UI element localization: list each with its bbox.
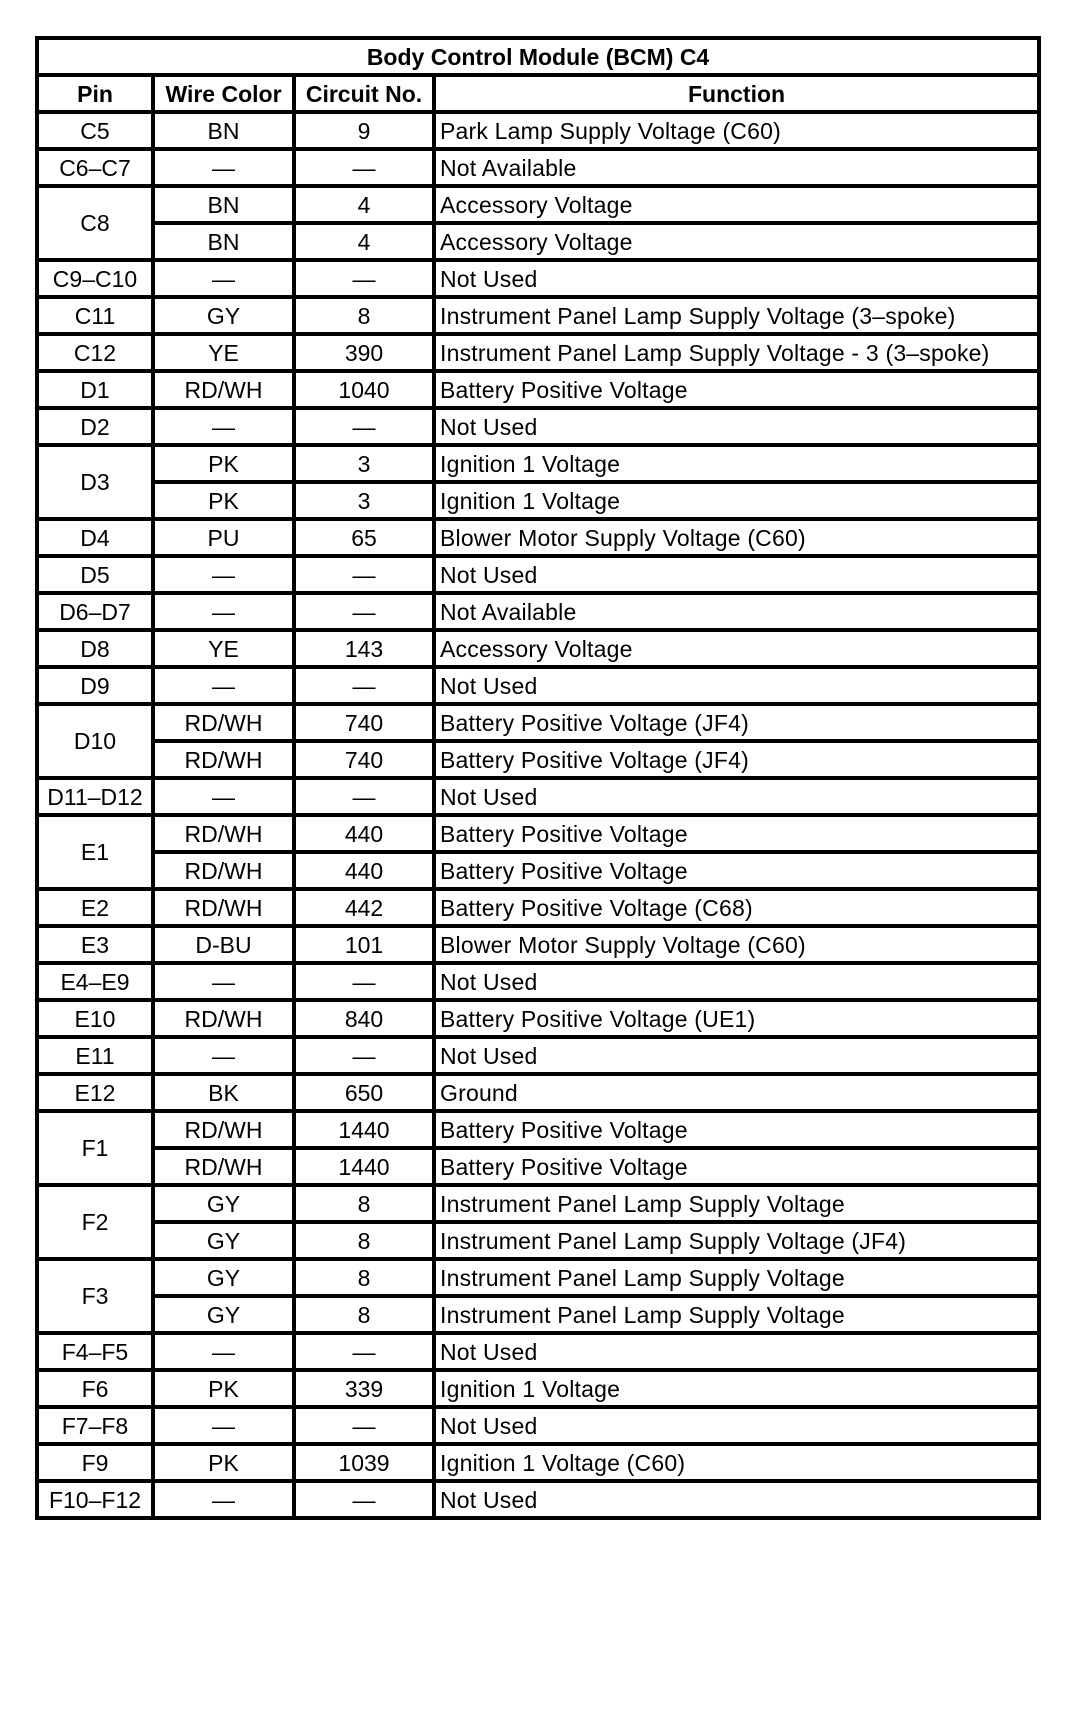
table-row (37, 630, 1039, 667)
table-row (37, 852, 1039, 889)
table-title: Body Control Module (BCM) C4 (37, 38, 1039, 75)
function-cell: Instrument Panel Lamp Supply Voltage (434, 1185, 1039, 1222)
pin-cell: D5 (37, 556, 153, 593)
table-row (37, 1370, 1039, 1407)
wire-color-cell: RD/WH (153, 889, 294, 926)
table-row (37, 556, 1039, 593)
function-cell: Ground (434, 1074, 1039, 1111)
circuit-number-cell: 4 (294, 186, 434, 223)
function-cell: Battery Positive Voltage (434, 1148, 1039, 1185)
wire-color-cell: — (153, 593, 294, 630)
circuit-number-cell: 3 (294, 482, 434, 519)
bcm-connector-table (35, 36, 1041, 1520)
table-row (37, 482, 1039, 519)
table-row (37, 1222, 1039, 1259)
circuit-number-cell: 1440 (294, 1111, 434, 1148)
table-row (37, 334, 1039, 371)
circuit-number-cell: 440 (294, 815, 434, 852)
circuit-number-cell: — (294, 667, 434, 704)
pin-cell: C8 (37, 186, 153, 260)
wire-color-cell: — (153, 1481, 294, 1518)
function-cell: Not Used (434, 260, 1039, 297)
function-cell: Not Used (434, 1481, 1039, 1518)
wire-color-cell: GY (153, 297, 294, 334)
wire-color-cell: BN (153, 112, 294, 149)
function-cell: Not Available (434, 149, 1039, 186)
table-row (37, 778, 1039, 815)
circuit-number-cell: 1039 (294, 1444, 434, 1481)
function-cell: Not Available (434, 593, 1039, 630)
pin-cell: D4 (37, 519, 153, 556)
pin-cell: C6–C7 (37, 149, 153, 186)
circuit-number-cell: 650 (294, 1074, 434, 1111)
circuit-number-cell: 1440 (294, 1148, 434, 1185)
wire-color-cell: — (153, 260, 294, 297)
wire-color-cell: — (153, 556, 294, 593)
wire-color-cell: — (153, 1333, 294, 1370)
circuit-number-cell: 8 (294, 1222, 434, 1259)
wire-color-cell: — (153, 778, 294, 815)
table-row (37, 1074, 1039, 1111)
pin-cell: D3 (37, 445, 153, 519)
circuit-number-cell: 1040 (294, 371, 434, 408)
circuit-number-cell: 8 (294, 1296, 434, 1333)
circuit-number-cell: 65 (294, 519, 434, 556)
circuit-number-cell: 440 (294, 852, 434, 889)
circuit-number-cell: — (294, 778, 434, 815)
table-row (37, 593, 1039, 630)
function-cell: Not Used (434, 778, 1039, 815)
function-cell: Ignition 1 Voltage (434, 1370, 1039, 1407)
wire-color-cell: — (153, 408, 294, 445)
function-cell: Not Used (434, 963, 1039, 1000)
table-row (37, 1296, 1039, 1333)
circuit-number-cell: 740 (294, 704, 434, 741)
wire-color-cell: RD/WH (153, 371, 294, 408)
table-row (37, 889, 1039, 926)
function-cell: Ignition 1 Voltage (434, 445, 1039, 482)
table-row (37, 1111, 1039, 1148)
table-row (37, 1444, 1039, 1481)
function-cell: Ignition 1 Voltage (C60) (434, 1444, 1039, 1481)
circuit-number-cell: 101 (294, 926, 434, 963)
wire-color-cell: YE (153, 334, 294, 371)
function-cell: Battery Positive Voltage (C68) (434, 889, 1039, 926)
function-cell: Battery Positive Voltage (434, 371, 1039, 408)
function-cell: Not Used (434, 556, 1039, 593)
pin-cell: F4–F5 (37, 1333, 153, 1370)
table-row (37, 667, 1039, 704)
wire-color-cell: GY (153, 1296, 294, 1333)
wire-color-cell: BN (153, 186, 294, 223)
wire-color-cell: GY (153, 1259, 294, 1296)
circuit-number-cell: 390 (294, 334, 434, 371)
function-cell: Park Lamp Supply Voltage (C60) (434, 112, 1039, 149)
function-cell: Instrument Panel Lamp Supply Voltage (JF4) (434, 1222, 1039, 1259)
pin-cell: C5 (37, 112, 153, 149)
pin-cell: E10 (37, 1000, 153, 1037)
header-pin: Pin (37, 75, 153, 112)
function-cell: Battery Positive Voltage (UE1) (434, 1000, 1039, 1037)
table-row (37, 1185, 1039, 1222)
table-title-row (37, 38, 1039, 75)
table-body (37, 112, 1039, 1518)
pin-cell: F2 (37, 1185, 153, 1259)
pin-cell: F9 (37, 1444, 153, 1481)
wire-color-cell: RD/WH (153, 852, 294, 889)
function-cell: Accessory Voltage (434, 630, 1039, 667)
pin-cell: E4–E9 (37, 963, 153, 1000)
circuit-number-cell: 740 (294, 741, 434, 778)
wire-color-cell: GY (153, 1222, 294, 1259)
wire-color-cell: RD/WH (153, 741, 294, 778)
wire-color-cell: PK (153, 1444, 294, 1481)
pin-cell: D9 (37, 667, 153, 704)
function-cell: Blower Motor Supply Voltage (C60) (434, 926, 1039, 963)
pin-cell: D11–D12 (37, 778, 153, 815)
wire-color-cell: GY (153, 1185, 294, 1222)
circuit-number-cell: — (294, 1481, 434, 1518)
header-wire-color: Wire Color (153, 75, 294, 112)
wire-color-cell: RD/WH (153, 1000, 294, 1037)
wire-color-cell: RD/WH (153, 704, 294, 741)
pin-cell: D1 (37, 371, 153, 408)
wire-color-cell: PK (153, 1370, 294, 1407)
circuit-number-cell: 339 (294, 1370, 434, 1407)
function-cell: Accessory Voltage (434, 223, 1039, 260)
wire-color-cell: RD/WH (153, 1148, 294, 1185)
circuit-number-cell: — (294, 260, 434, 297)
wire-color-cell: PK (153, 445, 294, 482)
circuit-number-cell: — (294, 1037, 434, 1074)
function-cell: Battery Positive Voltage (JF4) (434, 741, 1039, 778)
table-row (37, 186, 1039, 223)
function-cell: Not Used (434, 667, 1039, 704)
table-row (37, 1148, 1039, 1185)
pin-cell: D8 (37, 630, 153, 667)
table-row (37, 297, 1039, 334)
pin-cell: E12 (37, 1074, 153, 1111)
pin-cell: E1 (37, 815, 153, 889)
circuit-number-cell: 8 (294, 1259, 434, 1296)
circuit-number-cell: — (294, 149, 434, 186)
pin-cell: E11 (37, 1037, 153, 1074)
pin-cell: E3 (37, 926, 153, 963)
wire-color-cell: PU (153, 519, 294, 556)
table-header-row (37, 75, 1039, 112)
wire-color-cell: — (153, 963, 294, 1000)
table-row (37, 112, 1039, 149)
circuit-number-cell: — (294, 963, 434, 1000)
function-cell: Instrument Panel Lamp Supply Voltage - 3 (3–spoke) (434, 334, 1039, 371)
function-cell: Instrument Panel Lamp Supply Voltage (3–spoke) (434, 297, 1039, 334)
wire-color-cell: — (153, 1407, 294, 1444)
circuit-number-cell: — (294, 408, 434, 445)
pin-cell: F1 (37, 1111, 153, 1185)
table-row (37, 704, 1039, 741)
function-cell: Not Used (434, 1407, 1039, 1444)
pin-cell: C9–C10 (37, 260, 153, 297)
pin-cell: F7–F8 (37, 1407, 153, 1444)
circuit-number-cell: 9 (294, 112, 434, 149)
circuit-number-cell: — (294, 556, 434, 593)
circuit-number-cell: 8 (294, 1185, 434, 1222)
table-row (37, 1037, 1039, 1074)
wire-color-cell: PK (153, 482, 294, 519)
function-cell: Accessory Voltage (434, 186, 1039, 223)
function-cell: Not Used (434, 408, 1039, 445)
circuit-number-cell: — (294, 1333, 434, 1370)
table-row (37, 815, 1039, 852)
function-cell: Blower Motor Supply Voltage (C60) (434, 519, 1039, 556)
table-row (37, 260, 1039, 297)
table-row (37, 519, 1039, 556)
table-row (37, 223, 1039, 260)
table-row (37, 926, 1039, 963)
wire-color-cell: RD/WH (153, 815, 294, 852)
circuit-number-cell: 442 (294, 889, 434, 926)
circuit-number-cell: — (294, 593, 434, 630)
table-row (37, 1481, 1039, 1518)
table-row (37, 408, 1039, 445)
table-row (37, 1259, 1039, 1296)
wire-color-cell: — (153, 149, 294, 186)
table-row (37, 741, 1039, 778)
wire-color-cell: BN (153, 223, 294, 260)
function-cell: Not Used (434, 1333, 1039, 1370)
wire-color-cell: YE (153, 630, 294, 667)
pin-cell: E2 (37, 889, 153, 926)
table-row (37, 149, 1039, 186)
pin-cell: D10 (37, 704, 153, 778)
pin-cell: D2 (37, 408, 153, 445)
pin-cell: C11 (37, 297, 153, 334)
table-row (37, 963, 1039, 1000)
pin-cell: C12 (37, 334, 153, 371)
circuit-number-cell: 4 (294, 223, 434, 260)
function-cell: Not Used (434, 1037, 1039, 1074)
function-cell: Battery Positive Voltage (434, 1111, 1039, 1148)
function-cell: Ignition 1 Voltage (434, 482, 1039, 519)
wire-color-cell: D-BU (153, 926, 294, 963)
function-cell: Instrument Panel Lamp Supply Voltage (434, 1296, 1039, 1333)
wire-color-cell: BK (153, 1074, 294, 1111)
table-row (37, 1000, 1039, 1037)
table-row (37, 1333, 1039, 1370)
header-function: Function (434, 75, 1039, 112)
circuit-number-cell: — (294, 1407, 434, 1444)
pin-cell: D6–D7 (37, 593, 153, 630)
pin-cell: F3 (37, 1259, 153, 1333)
circuit-number-cell: 8 (294, 297, 434, 334)
function-cell: Instrument Panel Lamp Supply Voltage (434, 1259, 1039, 1296)
header-circuit-no: Circuit No. (294, 75, 434, 112)
function-cell: Battery Positive Voltage (JF4) (434, 704, 1039, 741)
wire-color-cell: — (153, 1037, 294, 1074)
function-cell: Battery Positive Voltage (434, 852, 1039, 889)
circuit-number-cell: 143 (294, 630, 434, 667)
circuit-number-cell: 840 (294, 1000, 434, 1037)
pin-cell: F10–F12 (37, 1481, 153, 1518)
function-cell: Battery Positive Voltage (434, 815, 1039, 852)
table-row (37, 445, 1039, 482)
wire-color-cell: — (153, 667, 294, 704)
wire-color-cell: RD/WH (153, 1111, 294, 1148)
pin-cell: F6 (37, 1370, 153, 1407)
table-row (37, 371, 1039, 408)
table-row (37, 1407, 1039, 1444)
circuit-number-cell: 3 (294, 445, 434, 482)
